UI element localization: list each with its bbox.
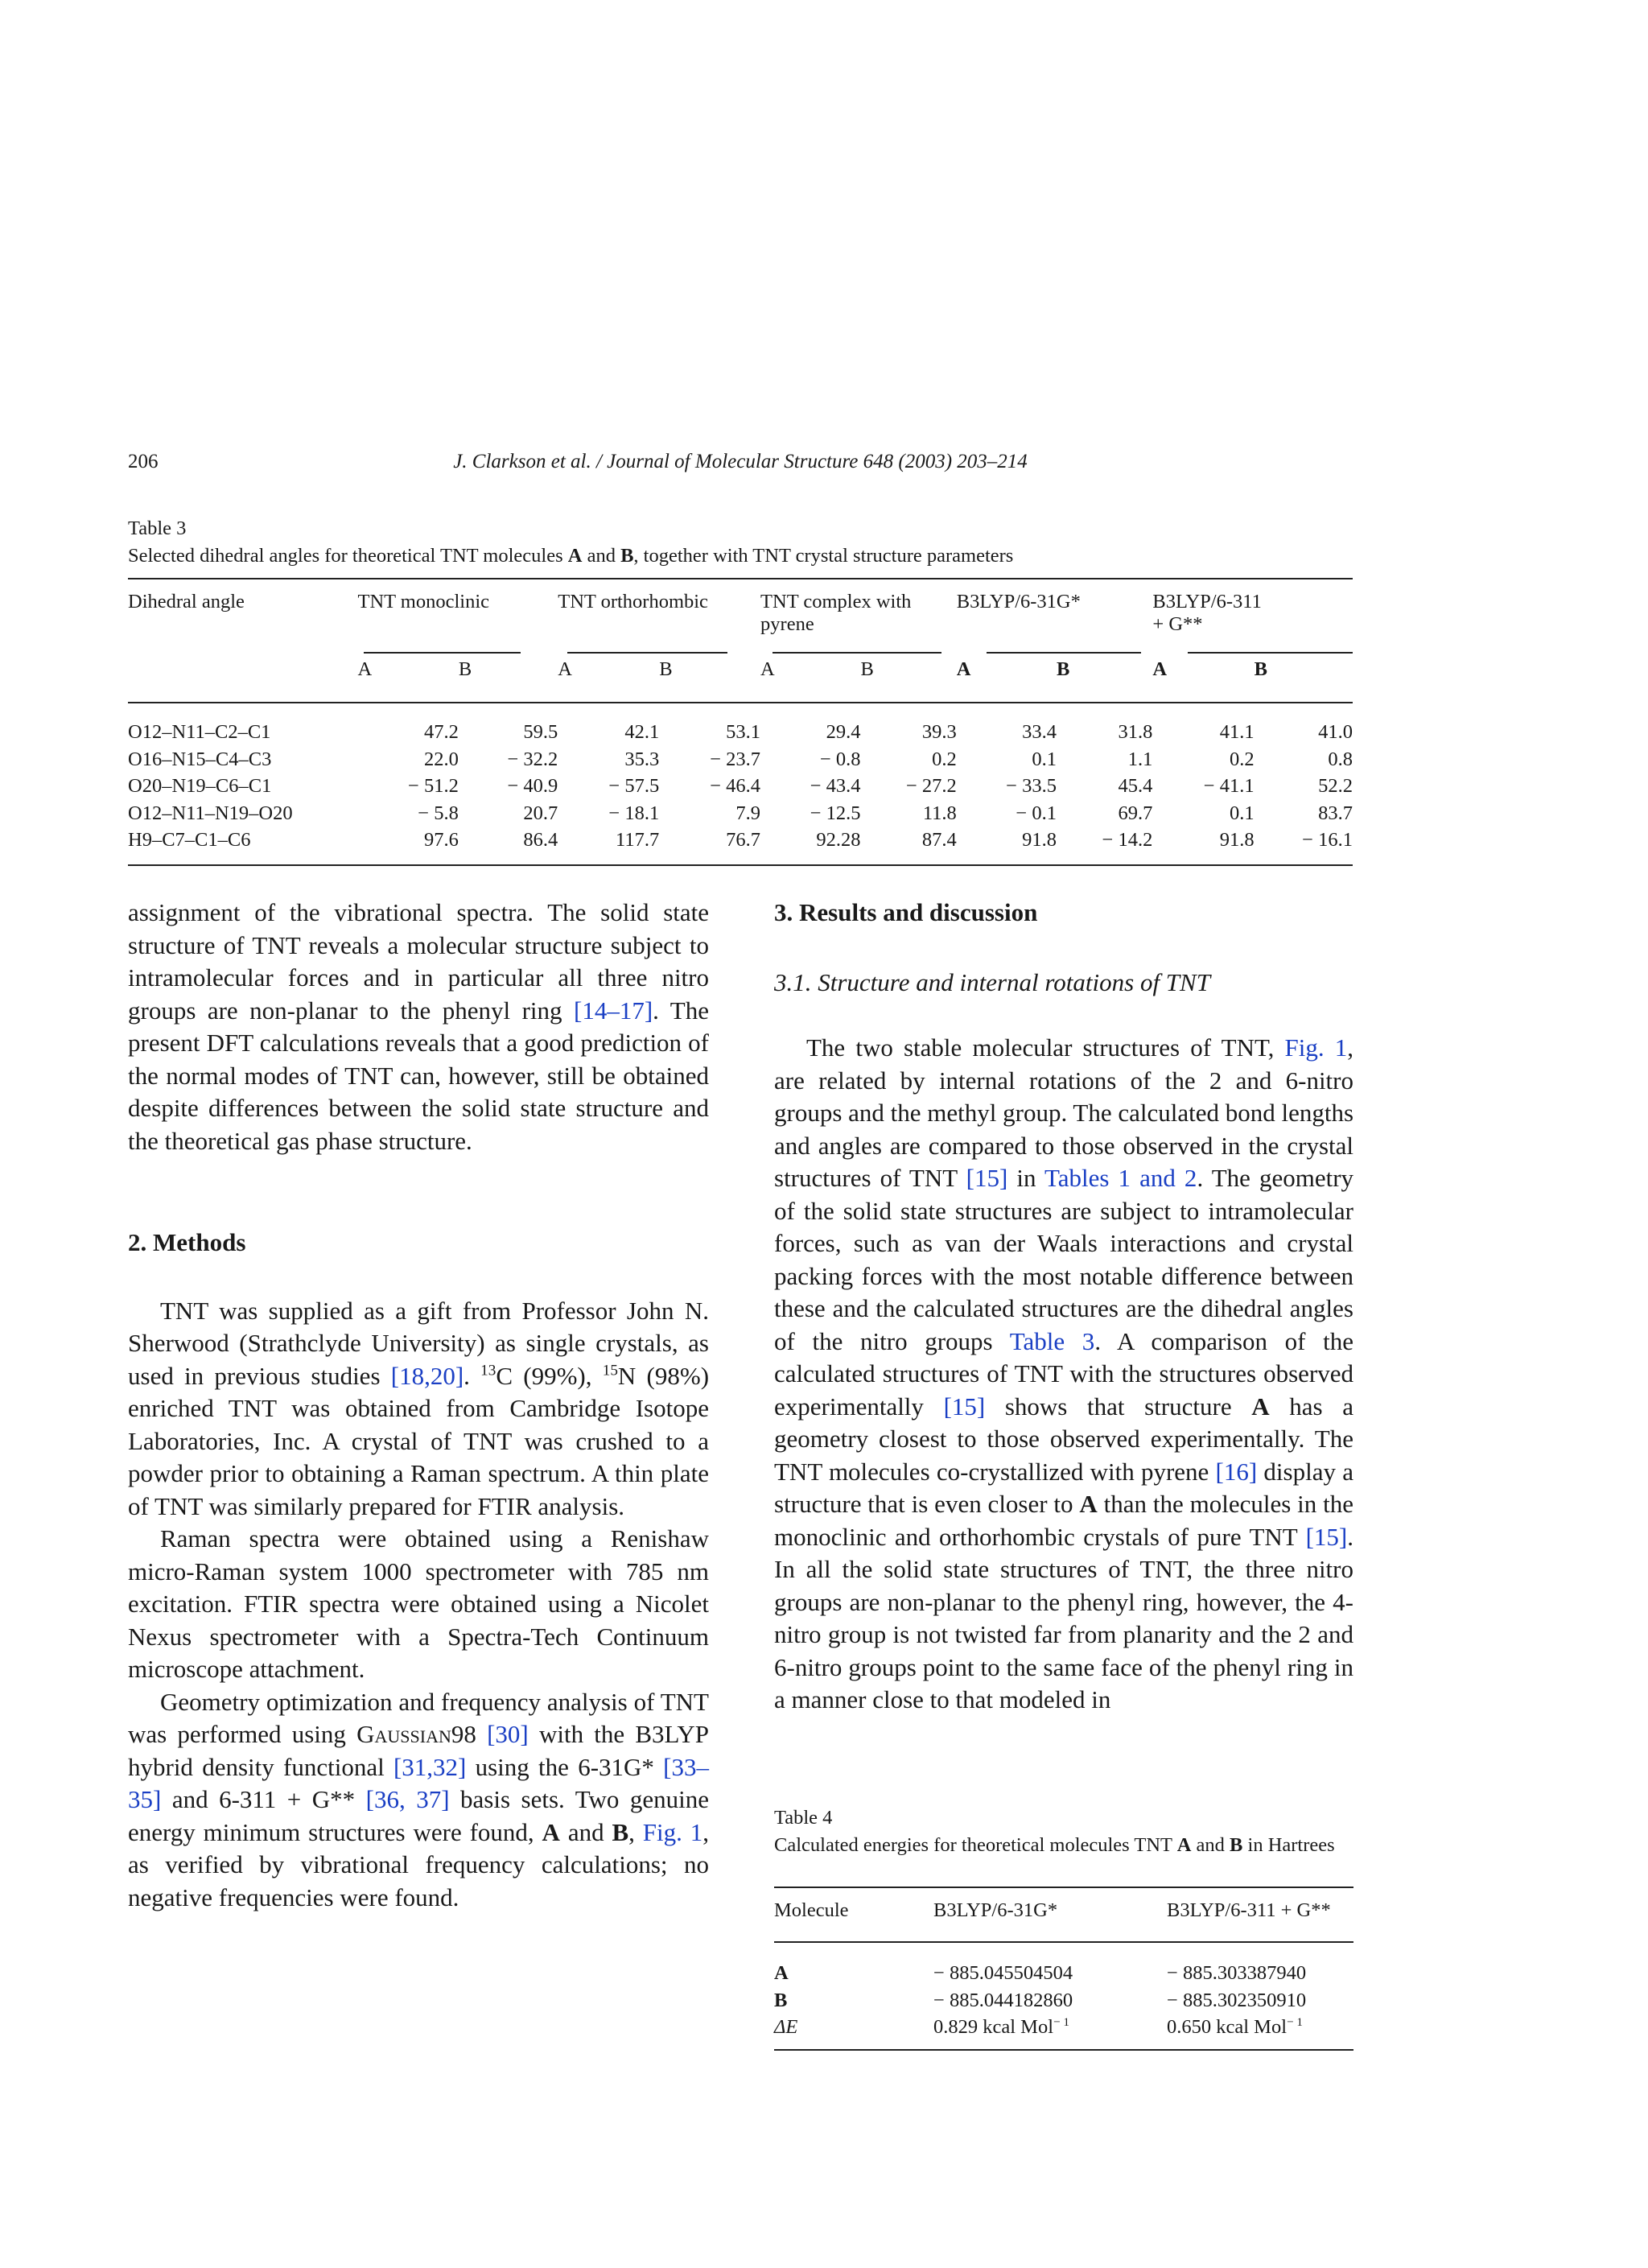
paragraph: Raman spectra were obtained using a Renishaw micro-Raman system 1000 spectrometer with 785 nm excitation. FTIR spectra were obtained using a Nicolet Nexus spectrometer with a Spectra-Tech Continuum microscope attachment.: [128, 1524, 709, 1683]
table4-label: Table 4: [774, 1807, 833, 1829]
citation-link[interactable]: [30]: [487, 1720, 529, 1748]
sub-header-a: A: [760, 658, 775, 680]
citation-link[interactable]: [31,32]: [393, 1752, 467, 1781]
table4-top-rule: [774, 1887, 1353, 1888]
table-row: A − 885.045504504 − 885.303387940: [774, 1962, 1307, 1984]
citation-link[interactable]: [16]: [1215, 1457, 1258, 1486]
section-heading-methods: 2. Methods: [128, 1228, 246, 1256]
paragraph: The two stable molecular structures of TNT, Fig. 1, are related by internal rotations of the 2 and 6-nitro groups and the methyl group. The calculated bond lengths and angles are compared to those observed in the crystal structures of TNT [15] in Tables 1 and 2. The geometry of the solid state structures are subject to intramolecular forces, such as van der Waals interactions and crystal packing forces with the most notable difference between these and the calculated structures are the dihedral angles of the nitro groups Table 3. A comparison of the calculated structures of TNT with the structures observed experimentally [15] shows that structure A has a geometry closest to those observed experimentally. The TNT molecules co-crystallized with pyrene [16] display a structure that is even closer to A than the molecules in the monoclinic and orthorhombic crystals of pure TNT [15]. In all the solid state structures of TNT, the three nitro groups are non-planar to the phenyl ring, however, the 4-nitro group is not twisted far from planarity and the 2 and 6-nitro groups point to the same face of the phenyl ring in a manner close to that modeled in: [774, 1033, 1354, 1713]
right-column: [774, 897, 1353, 1717]
citation-link[interactable]: [33–35]: [128, 1752, 709, 1813]
section-heading-results: 3. Results and discussion: [774, 898, 1038, 926]
sub-header-b: B: [1057, 658, 1070, 680]
group-header: B3LYP/6-31G*: [956, 591, 1081, 612]
citation-link[interactable]: [18,20]: [390, 1361, 464, 1390]
table-row: B − 885.044182860 − 885.302350910: [774, 1989, 1307, 2011]
table4-caption-text: Calculated energies for theoretical molecules TNT A and B in Hartrees: [774, 1834, 1335, 1856]
col-b3lyp-631g: B3LYP/6-31G*: [933, 1899, 1058, 1921]
sub-header-a: A: [558, 658, 572, 680]
citation-link[interactable]: [36, 37]: [365, 1785, 450, 1813]
paragraph: assignment of the vibrational spectra. The solid state structure of TNT reveals a molecular structure subject to intramolecular forces and in particular all three nitro groups are non-planar to the phenyl ring [14–17]. The present DFT calculations reveals that a good prediction of the normal modes of TNT can, however, still be obtained despite differences between the solid state structure and the theoretical gas phase structure.: [128, 898, 709, 1155]
figure-link[interactable]: Fig. 1: [1284, 1033, 1348, 1062]
table-row: H9–C7–C1–C6 97.6 86.4 117.7 76.7 92.28 87.4 91.8 − 14.2 91.8 − 16.1: [128, 829, 1353, 852]
table-row: O16–N15–C4–C3 22.0 − 32.2 35.3 − 23.7 − 0.8 0.2 0.1 1.1 0.2 0.8: [128, 748, 1353, 770]
running-head: J. Clarkson et al. / Journal of Molecular Structure 648 (2003) 203–214: [453, 451, 1028, 472]
group-header: B3LYP/6-311 + G**: [1152, 591, 1262, 635]
sub-header-a: A: [956, 658, 971, 680]
table-row: O20–N19–C6–C1 − 51.2 − 40.9 − 57.5 − 46.4 − 43.4 − 27.2 − 33.5 45.4 − 41.1 52.2: [128, 775, 1353, 798]
citation-link[interactable]: [15]: [1305, 1522, 1348, 1551]
table4-caption: [774, 1804, 1353, 1859]
table3: [128, 591, 1353, 856]
paragraph: TNT was supplied as a gift from Professor John N. Sherwood (Strathclyde University) as single crystals, as used in previous studies [18,20]. $^{13}$C (99%), $^{15}$N (98%) enriched TNT was obtained from Cambridge Isotope Laboratories, Inc. A crystal of TNT was crushed to a powder prior to obtaining a Raman spectrum. A thin plate of TNT was similarly prepared for FTIR analysis.: [128, 1296, 710, 1520]
sub-header-b: B: [659, 658, 673, 680]
table3-top-rule: [128, 578, 1353, 579]
table3-label: Table 3: [128, 518, 187, 539]
table-row: ΔE 0.829 kcal Mol$^{- 1}$ 0.650 kcal Mol$^{- 1}$: [774, 2015, 1303, 2039]
group-header: TNT monoclinic: [357, 591, 490, 612]
citation-link[interactable]: [15]: [943, 1392, 986, 1421]
figure-link[interactable]: Fig. 1: [642, 1817, 703, 1846]
paragraph: Geometry optimization and frequency analysis of TNT was performed using Gaussian98 [30] with the B3LYP hybrid density functional [31,32] using the 6-31G* [33–35] and 6-311 + G** [36, 37] basis sets. Two genuine energy minimum structures were found, A and B, Fig. 1, as verified by vibrational frequency calculations; no negative frequencies were found.: [128, 1687, 710, 1911]
sub-header-b: B: [1254, 658, 1267, 680]
table-row: O12–N11–N19–O20 − 5.8 20.7 − 18.1 7.9 − 12.5 11.8 − 0.1 69.7 0.1 83.7: [128, 802, 1353, 824]
sub-header-a: A: [1152, 658, 1168, 680]
subsection-heading: 3.1. Structure and internal rotations of TNT: [774, 967, 1210, 996]
group-header: TNT complex with pyrene: [760, 591, 912, 635]
page-number: 206: [128, 451, 159, 472]
col-molecule: Molecule: [774, 1899, 849, 1921]
sub-header-a: A: [357, 658, 373, 680]
table3-bottom-rule: [128, 864, 1353, 866]
table4-bottom-rule: [774, 2049, 1353, 2051]
group-header: TNT orthorhombic: [558, 591, 708, 612]
left-column: [128, 897, 709, 1914]
table3-caption-text: Selected dihedral angles for theoretical TNT molecules A and B, together with TNT crystal structure parameters: [128, 545, 1014, 567]
software-name: Gaussian: [356, 1720, 451, 1748]
sub-header-b: B: [458, 658, 472, 680]
col-dihedral-angle: Dihedral angle: [128, 591, 245, 612]
table-row: O12–N11–C2–C1 47.2 59.5 42.1 53.1 29.4 39.3 33.4 31.8 41.1 41.0: [128, 721, 1353, 743]
table4: [774, 1899, 1353, 2043]
table-link[interactable]: Table 3: [1009, 1326, 1095, 1355]
table-link[interactable]: Tables 1 and 2: [1044, 1164, 1197, 1192]
col-b3lyp-6311g: B3LYP/6-311 + G**: [1167, 1899, 1331, 1921]
citation-link[interactable]: [15]: [966, 1164, 1008, 1192]
citation-link[interactable]: [14–17]: [574, 996, 653, 1025]
sub-header-b: B: [860, 658, 874, 680]
table3-caption: [128, 515, 1353, 570]
page-header: [128, 451, 1353, 483]
